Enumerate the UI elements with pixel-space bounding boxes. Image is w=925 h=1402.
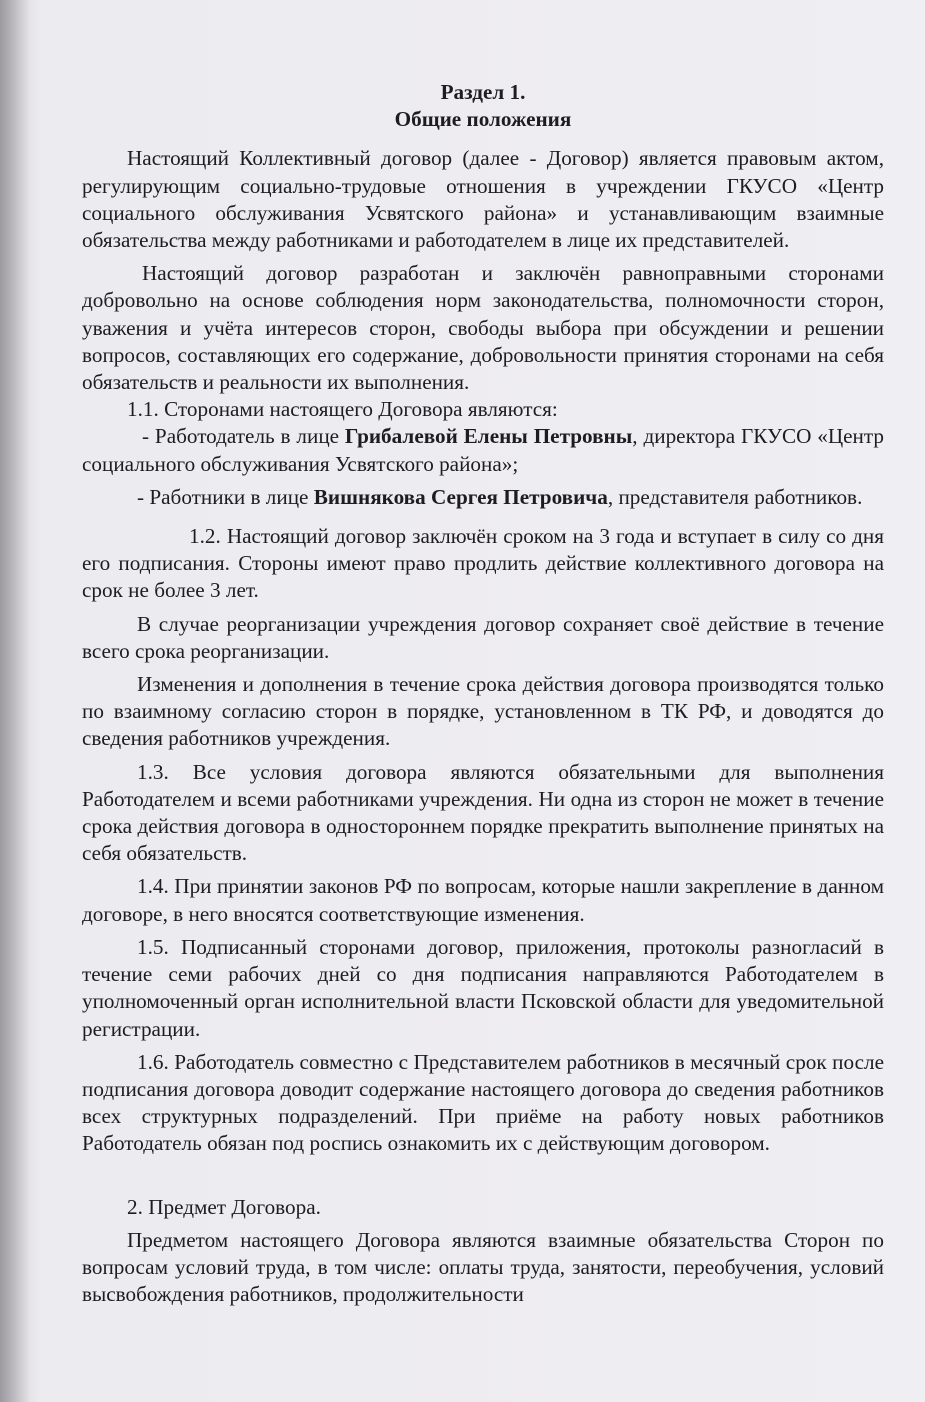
employees-prefix: - Работники в лице	[137, 484, 314, 509]
employees-suffix: , представителя работников.	[607, 484, 863, 509]
document-body	[82, 79, 884, 1308]
employer-suffix: , директора ГКУСО «Центр социального обслуживания Усвятского района»;	[82, 424, 884, 476]
paragraph-1-6: 1.6. Работодатель совместно с Представителем работников в месячный срок после подписания договора доводит содержание настоящего договора до сведения работников всех структурных подразделений. При приёме на работу новых работников Работодатель обязан под роспись ознакомить их с действующим договором.	[82, 1049, 884, 1156]
section-2-heading: 2. Предмет Договора.	[127, 1194, 321, 1219]
paragraph-1-3: 1.3. Все условия договора являются обязательными для выполнения Работодателем и всеми работниками учреждения. Ни одна из сторон не может в течение срока действия договора в одностороннем порядке прекратить выполнение принятых на себя обязательств.	[82, 759, 884, 866]
paragraph-parties-header: 1.1. Сторонами настоящего Договора являются:	[127, 397, 558, 422]
paragraph-employer	[82, 423, 884, 477]
paragraph-employees	[82, 484, 884, 511]
binding-shadow	[0, 0, 30, 1402]
employer-prefix: - Работодатель в лице	[142, 424, 345, 449]
paragraph-principles: Настоящий договор разработан и заключён равноправными сторонами добровольно на основе соблюдения норм законодательства, полномочности сторон, уважения и учёта интересов сторон, свободы выбора при обсуждении и решении вопросов, составляющих его содержание, добровольности принятия сторонами на себя обязательств и реальности их выполнения.	[82, 261, 884, 395]
paragraph-reorganization: В случае реорганизации учреждения договор сохраняет своё действие в течение всего срока реорганизации.	[82, 611, 884, 663]
section-title: Общие положения	[394, 107, 572, 132]
employees-representative-name: Вишнякова Сергея Петровича	[313, 484, 608, 509]
section-number: Раздел 1.	[440, 80, 526, 104]
paragraph-intro: Настоящий Коллективный договор (далее - Договор) является правовым актом, регулирующим социально-трудовые отношения в учреждении ГКУСО «Центр социального обслуживания Усвятского района» и устанавливающим взаимные обязательства между работниками и работодателем в лице их представителей.	[82, 146, 884, 253]
paragraph-subject: Предметом настоящего Договора являются взаимные обязательства Сторон по вопросам условий труда, в том числе: оплаты труда, занятости, переобучения, условий высвобождения работников, продолжительности	[82, 1227, 884, 1307]
paragraph-1-4: 1.4. При принятии законов РФ по вопросам, которые нашли закрепление в данном договоре, в него вносятся соответствующие изменения.	[82, 874, 884, 926]
paragraph-amendments: Изменения и дополнения в течение срока действия договора производятся только по взаимному согласию сторон в порядке, установленном в ТК РФ, и доводятся до сведения работников учреждения.	[82, 672, 884, 751]
paragraph-1-2: 1.2. Настоящий договор заключён сроком на 3 года и вступает в силу со дня его подписания. Стороны имеют право продлить действие коллективного договора на срок не более 3 лет.	[82, 524, 884, 603]
paragraph-1-5: 1.5. Подписанный сторонами договор, приложения, протоколы разногласий в течение семи рабочих дней со дня подписания направляются Работодателем в уполномоченный орган исполнительной власти Псковской области для уведомительной регистрации.	[82, 934, 884, 1041]
employer-name: Грибалевой Елены Петровны	[344, 424, 633, 449]
blank-line	[82, 1158, 884, 1194]
